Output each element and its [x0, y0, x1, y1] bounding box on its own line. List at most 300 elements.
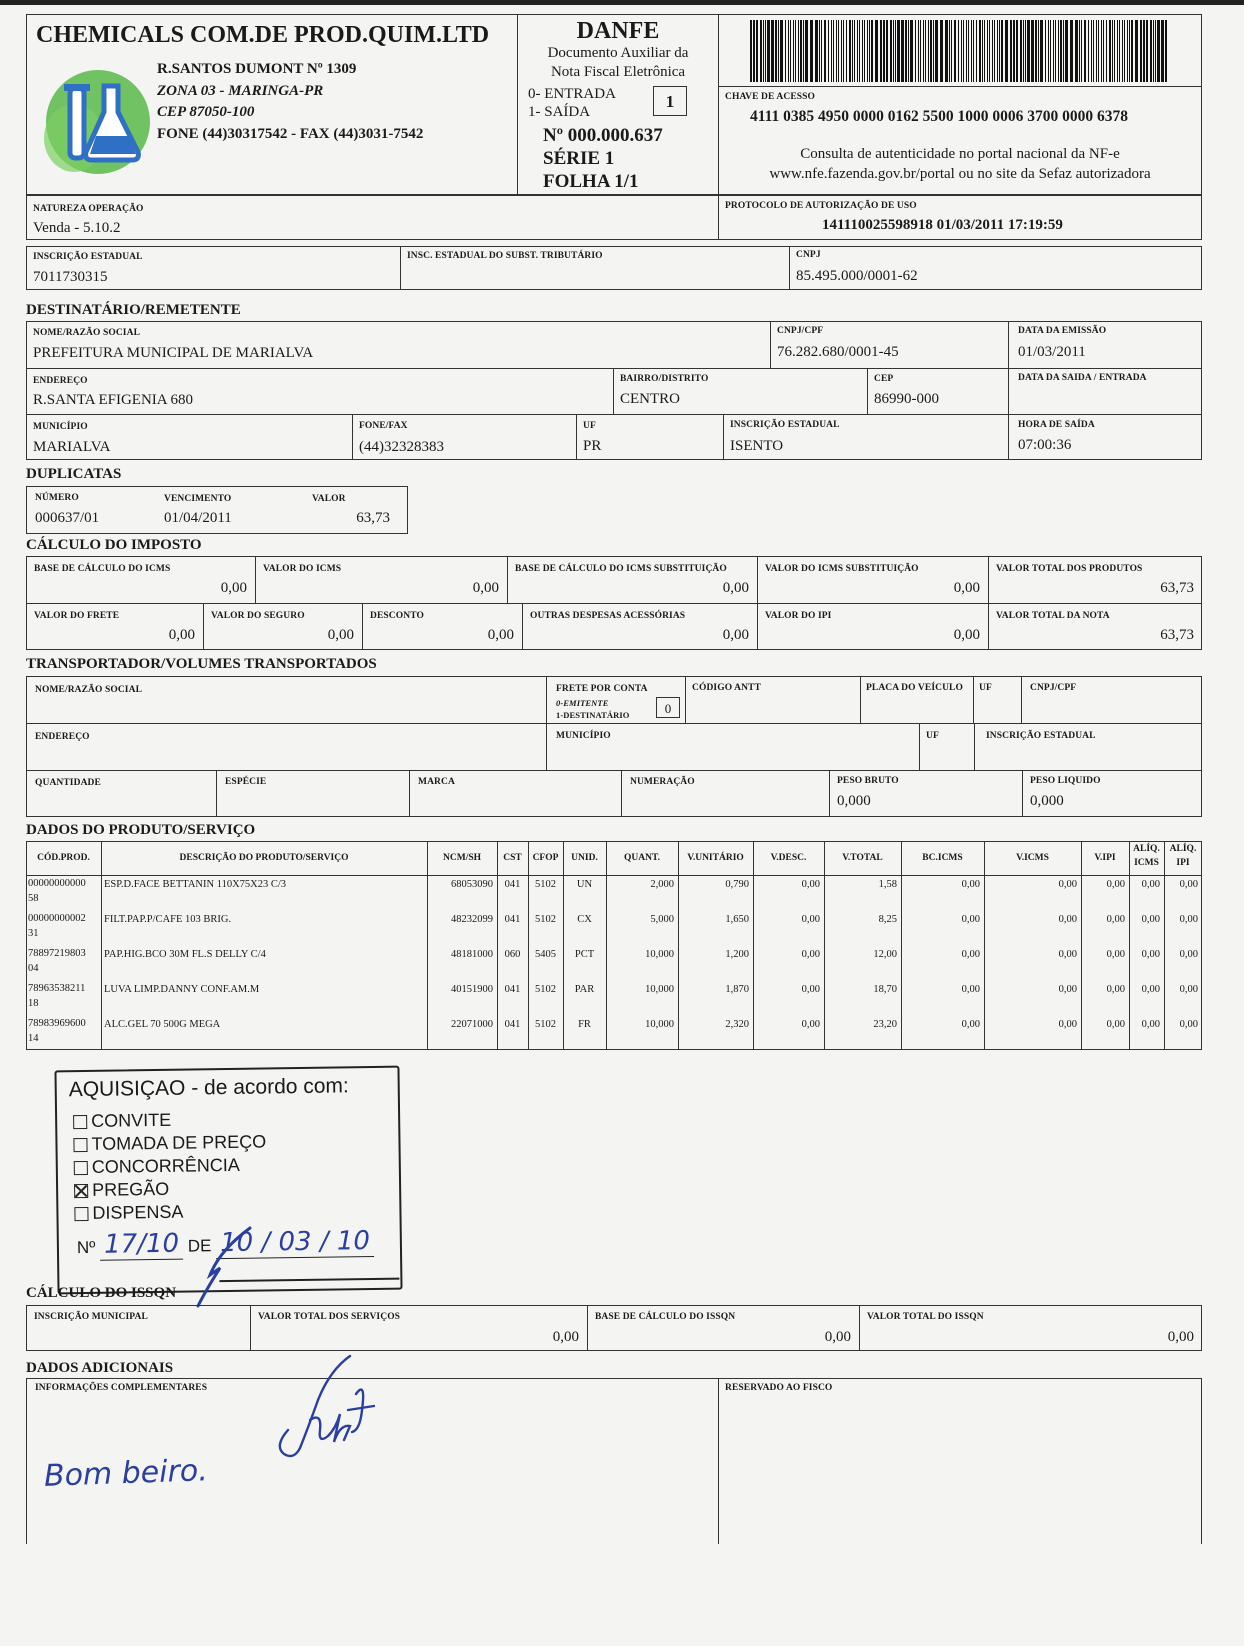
barcode-bar [778, 20, 779, 82]
product-qty: 10,000 [645, 1019, 674, 1030]
product-disc: 0,00 [801, 1019, 820, 1030]
product-disc: 0,00 [801, 879, 820, 890]
barcode-bar [1025, 20, 1026, 82]
product-unit-price: 2,320 [725, 1019, 749, 1030]
barcode-bar [1135, 20, 1138, 82]
exit-date-label: DATA DA SAIDA / ENTRADA [1018, 373, 1147, 383]
product-desc: FILT.PAP.P/CAFE 103 BRIG. [104, 914, 232, 925]
recipient-name-label: NOME/RAZÃO SOCIAL [33, 328, 141, 338]
barcode-bar [1027, 20, 1030, 82]
aliq-icms-header-2: ICMS [1134, 858, 1159, 868]
barcode-bar [819, 20, 820, 82]
cnpj-value: 85.495.000/0001-62 [796, 268, 918, 284]
product-aipi: 0,00 [1179, 949, 1198, 960]
product-code-suffix: 31 [28, 928, 39, 939]
freight-label: FRETE POR CONTA [556, 684, 648, 694]
barcode-bar [1096, 20, 1097, 82]
product-icms: 0,00 [1058, 949, 1077, 960]
product-header-6: QUANT. [624, 853, 660, 863]
barcode-bar [810, 20, 813, 82]
product-total: 18,70 [873, 984, 897, 995]
issqn-field-label: VALOR TOTAL DO ISSQN [867, 1312, 984, 1322]
ie-st-label: INSC. ESTADUAL DO SUBST. TRIBUTÁRIO [407, 251, 603, 261]
recipient-hline-2 [26, 414, 1202, 415]
tax-divider [362, 603, 363, 650]
barcode-bar [920, 20, 921, 82]
tax-divider [988, 556, 989, 603]
stamp-option-label: TOMADA DE PREÇO [91, 1131, 267, 1154]
nature-label: NATUREZA OPERAÇÃO [33, 204, 144, 214]
barcode-bar [803, 20, 804, 82]
stamp-number-value: 17/10 [100, 1229, 183, 1261]
product-aicms: 0,00 [1141, 949, 1160, 960]
barcode-bar [836, 20, 837, 82]
duplicates-section-title: DUPLICATAS [26, 466, 122, 482]
product-icms: 0,00 [1058, 914, 1077, 925]
recipient-cep-label: CEP [874, 374, 894, 384]
recipient-uf-label: UF [583, 421, 596, 431]
product-cst: 041 [504, 914, 521, 925]
product-code-suffix: 18 [28, 998, 39, 1009]
danfe-number: Nº 000.000.637 [543, 125, 663, 146]
issuer-cep: CEP 87050-100 [157, 104, 255, 120]
barcode-bar [966, 20, 967, 82]
product-header-3: CST [503, 853, 522, 863]
tax-field-label: VALOR TOTAL DOS PRODUTOS [996, 564, 1143, 574]
product-cst: 041 [504, 879, 521, 890]
tax-field-value: 0,00 [472, 580, 499, 596]
barcode-bar [828, 20, 829, 82]
issuer-address-2: ZONA 03 - MARINGA-PR [157, 83, 324, 99]
barcode-bar [1058, 20, 1059, 82]
barcode-bar [843, 20, 844, 82]
issqn-field-label: INSCRIÇÃO MUNICIPAL [34, 1312, 148, 1322]
product-unit-price: 1,870 [725, 984, 749, 995]
access-divider [718, 86, 1202, 87]
barcode-bar [971, 20, 972, 82]
product-desc: LUVA LIMP.DANNY CONF.AM.M [104, 984, 260, 995]
barcode-bar [846, 20, 847, 82]
barcode-bar [790, 20, 791, 82]
product-icms: 0,00 [1058, 879, 1077, 890]
carrier-city-label: MUNICÍPIO [556, 731, 611, 741]
quantity-label: QUANTIDADE [35, 778, 101, 788]
barcode-bar [918, 20, 919, 82]
stamp-option-label: CONVITE [91, 1109, 172, 1131]
emission-date: 01/03/2011 [1018, 344, 1086, 360]
transport-section-title: TRANSPORTADOR/VOLUMES TRANSPORTADOS [26, 656, 377, 672]
product-ipi: 0,00 [1106, 984, 1125, 995]
duplicate-due: 01/04/2011 [164, 510, 232, 526]
product-unit: CX [577, 914, 592, 925]
tax-field-value: 0,00 [327, 627, 354, 643]
duplicate-value: 63,73 [356, 510, 390, 526]
barcode-bar [958, 20, 959, 82]
recipient-cnpj: 76.282.680/0001-45 [777, 344, 899, 360]
chemicals-logo [34, 64, 152, 180]
issqn-divider [250, 1305, 251, 1351]
nature-value: Venda - 5.10.2 [33, 220, 121, 236]
freight-value-box: 0 [656, 697, 680, 718]
product-disc: 0,00 [801, 984, 820, 995]
barcode-bar [1122, 20, 1123, 82]
tax-field-label: VALOR DO ICMS [263, 564, 342, 574]
product-ncm: 40151900 [451, 984, 493, 995]
product-icms: 0,00 [1058, 984, 1077, 995]
barcode-bar [767, 20, 770, 82]
barcode-bar [1114, 20, 1115, 82]
barcode-bar [1079, 20, 1080, 82]
product-disc: 0,00 [801, 914, 820, 925]
access-key-barcode [750, 20, 1170, 82]
product-code-suffix: 58 [28, 893, 39, 904]
stamp-option-label: CONCORRÊNCIA [91, 1154, 240, 1177]
tax-divider [757, 603, 758, 650]
product-cfop: 5102 [535, 879, 556, 890]
barcode-bar [1040, 20, 1043, 82]
product-code: 78897219803 [28, 948, 86, 959]
transport-vline-4 [973, 676, 974, 723]
product-cst: 041 [504, 984, 521, 995]
barcode-bar [987, 20, 988, 82]
tax-field-label: VALOR DO SEGURO [211, 611, 305, 621]
transport-vline-5 [1021, 676, 1022, 723]
product-header-8: V.DESC. [770, 853, 807, 863]
barcode-bar [795, 20, 796, 82]
product-ncm: 48181000 [451, 949, 493, 960]
product-aicms: 0,00 [1141, 1019, 1160, 1030]
stamp-option-label: DISPENSA [92, 1201, 184, 1223]
protocol-label: PROTOCOLO DE AUTORIZAÇÃO DE USO [725, 201, 917, 211]
transport-vline-7 [974, 723, 975, 770]
product-aicms: 0,00 [1141, 984, 1160, 995]
product-desc: ALC.GEL 70 500G MEGA [104, 1019, 221, 1030]
transport-vline-2 [685, 676, 686, 723]
product-ncm: 68053090 [451, 879, 493, 890]
danfe-title: DANFE [576, 18, 660, 44]
barcode-bar [933, 20, 934, 82]
product-unit: FR [578, 1019, 591, 1030]
scan-top-edge [0, 0, 1244, 5]
barcode-bar [869, 20, 870, 82]
barcode-bar [800, 20, 802, 82]
transport-vline-10 [621, 770, 622, 817]
tax-field-value: 0,00 [220, 580, 247, 596]
barcode-bar [1010, 20, 1012, 82]
product-cst: 041 [504, 1019, 521, 1030]
issqn-divider [587, 1305, 588, 1351]
product-ipi: 0,00 [1106, 914, 1125, 925]
barcode-bar [905, 20, 907, 82]
tax-field-value: 0,00 [722, 627, 749, 643]
ie-value: 7011730315 [33, 269, 108, 285]
barcode-bar [1038, 20, 1039, 82]
barcode-bar [838, 20, 839, 82]
tax-field-value: 0,00 [487, 627, 514, 643]
access-consult-1: Consulta de autenticidade no portal nacional da NF-e [800, 146, 1120, 162]
barcode-bar [750, 20, 752, 82]
transport-vline-3 [860, 676, 861, 723]
barcode-bar [1143, 20, 1145, 82]
barcode-bar [1005, 20, 1008, 82]
access-key-value: 4111 0385 4950 0000 0162 5500 1000 0006 3700 0000 6378 [750, 108, 1129, 125]
recipient-cep: 86990-000 [874, 391, 939, 407]
barcode-bar [928, 20, 929, 82]
checkbox-icon [74, 1161, 88, 1175]
exit-time: 07:00:36 [1018, 437, 1072, 453]
product-ncm: 48232099 [451, 914, 493, 925]
issqn-field-value: 0,00 [552, 1329, 579, 1345]
recipient-phone: (44)32328383 [359, 439, 444, 455]
product-unit-price: 1,650 [725, 914, 749, 925]
transport-vline-1 [546, 676, 547, 770]
duplicate-value-label: VALOR [312, 494, 346, 504]
ie-divider-1 [400, 246, 401, 290]
ie-row [26, 246, 1202, 290]
recipient-address: R.SANTA EFIGENIA 680 [33, 392, 194, 408]
checkbox-icon [73, 1115, 87, 1129]
stamp-number-prefix: Nº [76, 1237, 96, 1258]
issqn-field-value: 0,00 [824, 1329, 851, 1345]
product-header-7: V.UNITÁRIO [687, 853, 744, 863]
barcode-bar [857, 20, 858, 82]
product-code-suffix: 04 [28, 963, 39, 974]
barcode-bar [1016, 20, 1018, 82]
product-code-suffix: 14 [28, 1033, 39, 1044]
pen-stroke [180, 1220, 270, 1310]
tax-field-label: BASE DE CÁLCULO DO ICMS [34, 564, 171, 574]
transport-vline-6 [919, 723, 920, 770]
product-unit: PAR [574, 984, 595, 995]
recipient-name: PREFEITURA MUNICIPAL DE MARIALVA [33, 345, 314, 361]
ie-label: INSCRIÇÃO ESTADUAL [33, 252, 143, 262]
tax-field-label: DESCONTO [370, 611, 424, 621]
handwritten-signature [270, 1350, 390, 1470]
barcode-bar [1055, 20, 1056, 82]
barcode-bar [925, 20, 926, 82]
barcode-bar [997, 20, 998, 82]
tax-divider [522, 603, 523, 650]
barcode-bar [976, 20, 977, 82]
product-header-5: UNID. [571, 853, 598, 863]
complementary-info-label: INFORMAÇÕES COMPLEMENTARES [35, 1383, 208, 1393]
handwritten-note: Bom beiro. [43, 1453, 209, 1494]
barcode-bar [1098, 20, 1099, 82]
barcode-bar [1124, 20, 1125, 82]
recipient-district-label: BAIRRO/DISTRITO [620, 374, 709, 384]
issqn-field-label: BASE DE CÁLCULO DO ISSQN [595, 1312, 736, 1322]
transport-vline-9 [409, 770, 410, 817]
stamp-options [73, 1107, 267, 1225]
barcode-bar [908, 20, 909, 82]
product-icms: 0,00 [1058, 1019, 1077, 1030]
product-aicms: 0,00 [1141, 914, 1160, 925]
barcode-bar [821, 20, 822, 82]
barcode-bar [949, 20, 950, 82]
barcode-bar [1001, 20, 1003, 82]
barcode-bar [760, 20, 762, 82]
barcode-bar [1050, 20, 1051, 82]
barcode-bar [968, 20, 969, 82]
tax-field-value: 63,73 [1160, 580, 1194, 596]
carrier-cnpj-label: CNPJ/CPF [1030, 683, 1077, 693]
product-code: 00000000002 [28, 913, 86, 924]
barcode-bar [1035, 20, 1037, 82]
stamp-title: AQUISIÇAO - de acordo com: [68, 1074, 349, 1102]
barcode-bar [831, 20, 832, 82]
barcode-bar [984, 20, 985, 82]
barcode-bar [849, 20, 851, 82]
product-desc: PAP.HIG.BCO 30M FL.S DELLY C/4 [104, 949, 266, 960]
tax-divider [255, 556, 256, 603]
additional-divider [718, 1378, 719, 1544]
brand-label: MARCA [418, 777, 455, 787]
issqn-section-title: CÁLCULO DO ISSQN [26, 1285, 177, 1301]
recipient-section-title: DESTINATÁRIO/REMETENTE [26, 302, 241, 318]
recipient-vline-a [770, 321, 771, 368]
aliq-ipi-header-2: IPI [1176, 858, 1190, 868]
tax-field-label: OUTRAS DESPESAS ACESSÓRIAS [530, 611, 686, 621]
product-code: 78963538211 [28, 983, 86, 994]
barcode-bar [992, 20, 993, 82]
recipient-ie-label: INSCRIÇÃO ESTADUAL [730, 420, 840, 430]
product-qty: 2,000 [650, 879, 674, 890]
protocol-value: 141110025598918 01/03/2011 17:19:59 [822, 217, 1063, 233]
barcode-bar [798, 20, 799, 82]
barcode-bar [1157, 20, 1160, 82]
access-consult-2: www.nfe.fazenda.gov.br/portal ou no site da Sefaz autorizadora [769, 166, 1151, 182]
tax-field-value: 0,00 [168, 627, 195, 643]
barcode-bar [841, 20, 842, 82]
recipient-hline-1 [26, 368, 1202, 369]
fisco-label: RESERVADO AO FISCO [725, 1383, 833, 1393]
barcode-bar [1091, 20, 1092, 82]
issqn-divider [859, 1305, 860, 1351]
barcode-bar [771, 20, 774, 82]
tax-field-label: VALOR DO IPI [765, 611, 832, 621]
product-ncm: 22071000 [451, 1019, 493, 1030]
barcode-bar [973, 20, 974, 82]
product-cst: 060 [504, 949, 521, 960]
duplicate-due-label: VENCIMENTO [164, 494, 232, 504]
barcode-bar [1131, 20, 1133, 82]
product-aipi: 0,00 [1179, 914, 1198, 925]
net-weight-label: PESO LIQUIDO [1030, 776, 1101, 786]
product-total: 23,20 [873, 1019, 897, 1030]
barcode-bar [1023, 20, 1024, 82]
numbering-label: NUMERAÇÃO [630, 777, 695, 787]
product-header-9: V.TOTAL [842, 853, 883, 863]
issuer-address-1: R.SANTOS DUMONT Nº 1309 [157, 61, 357, 77]
barcode-bar [901, 20, 904, 82]
freight-option-0: 0-EMITENTE [556, 698, 609, 708]
product-header-2: NCM/SH [443, 853, 481, 863]
issqn-field-value: 0,00 [1167, 1329, 1194, 1345]
barcode-bar [880, 20, 882, 82]
barcode-bar [883, 20, 885, 82]
barcode-bar [1155, 20, 1156, 82]
carrier-uf2-label: UF [926, 731, 939, 741]
barcode-bar [1084, 20, 1086, 82]
product-aipi: 0,00 [1179, 1019, 1198, 1030]
transport-frame [26, 676, 1202, 817]
product-ipi: 0,00 [1106, 879, 1125, 890]
barcode-bar [963, 20, 964, 82]
barcode-bar [833, 20, 834, 82]
barcode-bar [1093, 20, 1094, 82]
barcode-bar [765, 20, 766, 82]
recipient-vline-c [613, 368, 614, 414]
barcode-bar [1117, 20, 1118, 82]
barcode-bar [867, 20, 868, 82]
product-disc: 0,00 [801, 949, 820, 960]
recipient-vline-g [723, 414, 724, 460]
recipient-vline-f [576, 414, 577, 460]
product-unit: UN [576, 879, 593, 890]
barcode-bar [999, 20, 1000, 82]
barcode-bar [1048, 20, 1049, 82]
barcode-bar [1045, 20, 1046, 82]
barcode-bar [1146, 20, 1148, 82]
barcode-bar [994, 20, 995, 82]
barcode-bar [815, 20, 818, 82]
product-bc: 0,00 [961, 914, 980, 925]
aliq-ipi-header-1: ALÍQ. [1169, 844, 1197, 854]
danfe-type-box: 1 [653, 86, 687, 116]
gross-weight: 0,000 [837, 793, 871, 809]
stamp-option-label: PREGÃO [91, 1178, 170, 1200]
exit-time-label: HORA DE SAÍDA [1018, 420, 1095, 430]
danfe-subtitle-1: Documento Auxiliar da [547, 45, 689, 61]
barcode-bar [1106, 20, 1107, 82]
product-header-1: DESCRIÇÃO DO PRODUTO/SERVIÇO [179, 853, 349, 863]
product-aicms: 0,00 [1141, 879, 1160, 890]
product-unit-price: 0,790 [725, 879, 749, 890]
barcode-bar [1063, 20, 1064, 82]
stamp-option [73, 1107, 266, 1133]
barcode-bar [780, 20, 783, 82]
barcode-bar [862, 20, 863, 82]
product-cfop: 5405 [535, 949, 556, 960]
product-bc: 0,00 [961, 1019, 980, 1030]
recipient-phone-label: FONE/FAX [359, 421, 408, 431]
barcode-bar [1060, 20, 1062, 82]
additional-section-title: DADOS ADICIONAIS [26, 1360, 174, 1376]
barcode-bar [854, 20, 855, 82]
barcode-bar [785, 20, 786, 82]
barcode-bar [805, 20, 808, 82]
barcode-bar [1075, 20, 1078, 82]
access-key-label: CHAVE DE ACESSO [725, 92, 816, 102]
recipient-address-label: ENDEREÇO [33, 376, 88, 386]
danfe-entrada: 0- ENTRADA [528, 86, 616, 102]
barcode-bar [982, 20, 983, 82]
recipient-city: MARIALVA [33, 439, 111, 455]
tax-field-value: 63,73 [1160, 627, 1194, 643]
product-header-0: CÓD.PROD. [37, 853, 90, 863]
barcode-bar [923, 20, 924, 82]
tax-field-label: VALOR DO ICMS SUBSTITUIÇÃO [765, 564, 919, 574]
aliq-icms-header-1: ALÍQ. [1133, 844, 1160, 854]
barcode-bar [1081, 20, 1082, 82]
barcode-bar [1070, 20, 1073, 82]
product-header-4: CFOP [532, 853, 559, 863]
product-qty: 10,000 [645, 949, 674, 960]
tax-divider [988, 603, 989, 650]
barcode-bar [1088, 20, 1089, 82]
stamp-de: DE [187, 1236, 212, 1256]
barcode-bar [890, 20, 892, 82]
